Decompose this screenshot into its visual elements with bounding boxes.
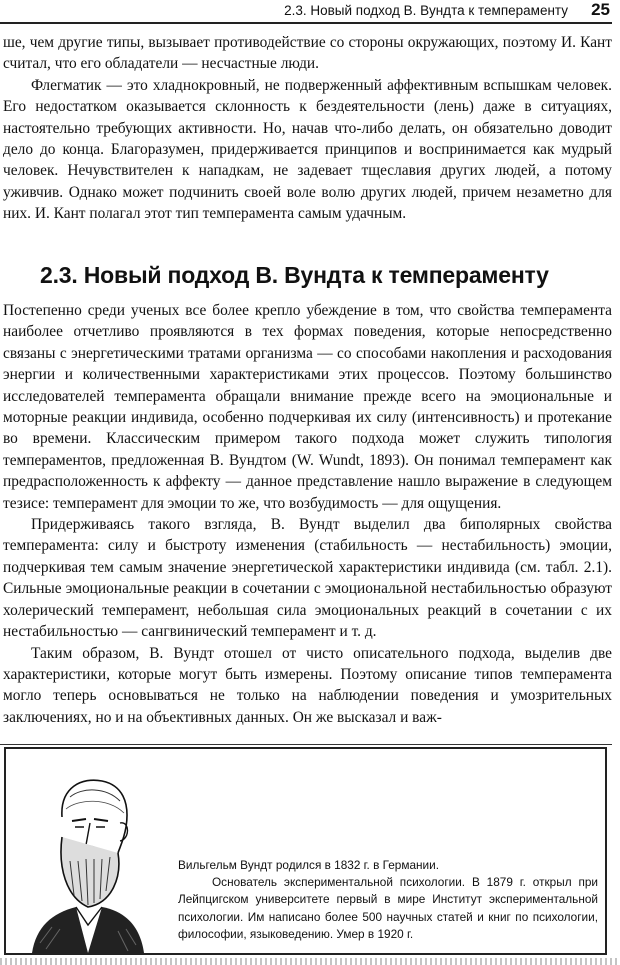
running-title: 2.3. Новый подход В. Вундта к темпераменту (284, 3, 568, 18)
paragraph: Таким образом, В. Вундт отошел от чисто описательного подхода, выделив две характеристики, которые могут быть измерены. Поэтому описание типов темперамента могло теперь основываться не только на наблюдении поведения и умозрительных заключениях, но и на объективных данных. Он же высказал и важ- (3, 644, 612, 726)
section-heading: 2.3. Новый подход В. Вундта к темпераменту (40, 262, 549, 288)
biography-box (4, 747, 607, 955)
page-number: 25 (591, 0, 610, 19)
intro-text (3, 32, 612, 225)
wundt-portrait-image (22, 757, 152, 953)
section-text (3, 300, 612, 728)
biography-caption (178, 857, 598, 943)
paragraph: Постепенно среди ученых все более крепло убеждение в том, что свойства темперамента наиболее отчетливо проявляются в тех формах поведения, которые непосредственно связаны с энергетическими тратами организма — со способами накопления и расходования энергии и количественными характеристиками этих процессов. Поэтому большинство исследователей темперамента обращали внимание прежде всего на эмоциональные и моторные реакции индивида, особенно подчеркивая их силу (интенсивность) и протекание во времени. Классическим примером такого подхода может служить типология темпераментов, предложенная В. Вундтом (W. Wundt, 1893). Он понимал темперамент как предрасположенность к аффекту — данное представление нашло выражение в следующем тезисе: темперамент для эмоции то же, что возбудимость — для ощущения. (3, 302, 612, 512)
paragraph: Флегматик — это хладнокровный, не подверженный аффективным вспышкам человек. Его недостатком оказывается склонность к бездеятельности (лень) даже в ситуациях, настоятельно требующих активности. Но, начав что-либо делать, он обязательно доводит дело до конца. Благоразумен, придерживается принципов и воспринимается как мудрый человек. Нечувствителен к нападкам, не задевает тщеславия других людей, а потому уживчив. Однако может подчинить своей воле волю других людей, причем незаметно для них. И. Кант полагал этот тип темперамента самым удачным. (3, 76, 612, 223)
header-rule (0, 22, 612, 24)
caption-line: Вильгельм Вундт родился в 1832 г. в Германии. (178, 858, 440, 872)
paragraph: Придерживаясь такого взгляда, В. Вундт выделил два биполярных свойства темперамента: силу и быстроту изменения (стабильность — нестабильность) эмоции, подчеркивая тем самым значение энергетической характеристики индивида (см. табл. 2.1). Сильные эмоциональные реакции в сочетании с эмоциональной нестабильностью образуют холерический темперамент, небольшая сила эмоциональных реакций в сочетании с их нестабильностью — сангвинический темперамент и т. д. (3, 516, 612, 641)
paragraph: ше, чем другие типы, вызывает противодействие со стороны окружающих, поэтому И. Кант считал, что его обладатели — несчастные люди. (3, 34, 612, 73)
page-bottom-edge (0, 958, 620, 965)
running-header (0, 0, 620, 24)
caption-line: Основатель экспериментальной психологии. В 1879 г. открыл при Лейпцигском университете первый в мире Институт экспериментальной психологии. Им написано более 500 научных статей и книг по психологии, философии, языковедению. Умер в 1920 г. (178, 875, 598, 941)
box-top-rule (0, 744, 612, 745)
